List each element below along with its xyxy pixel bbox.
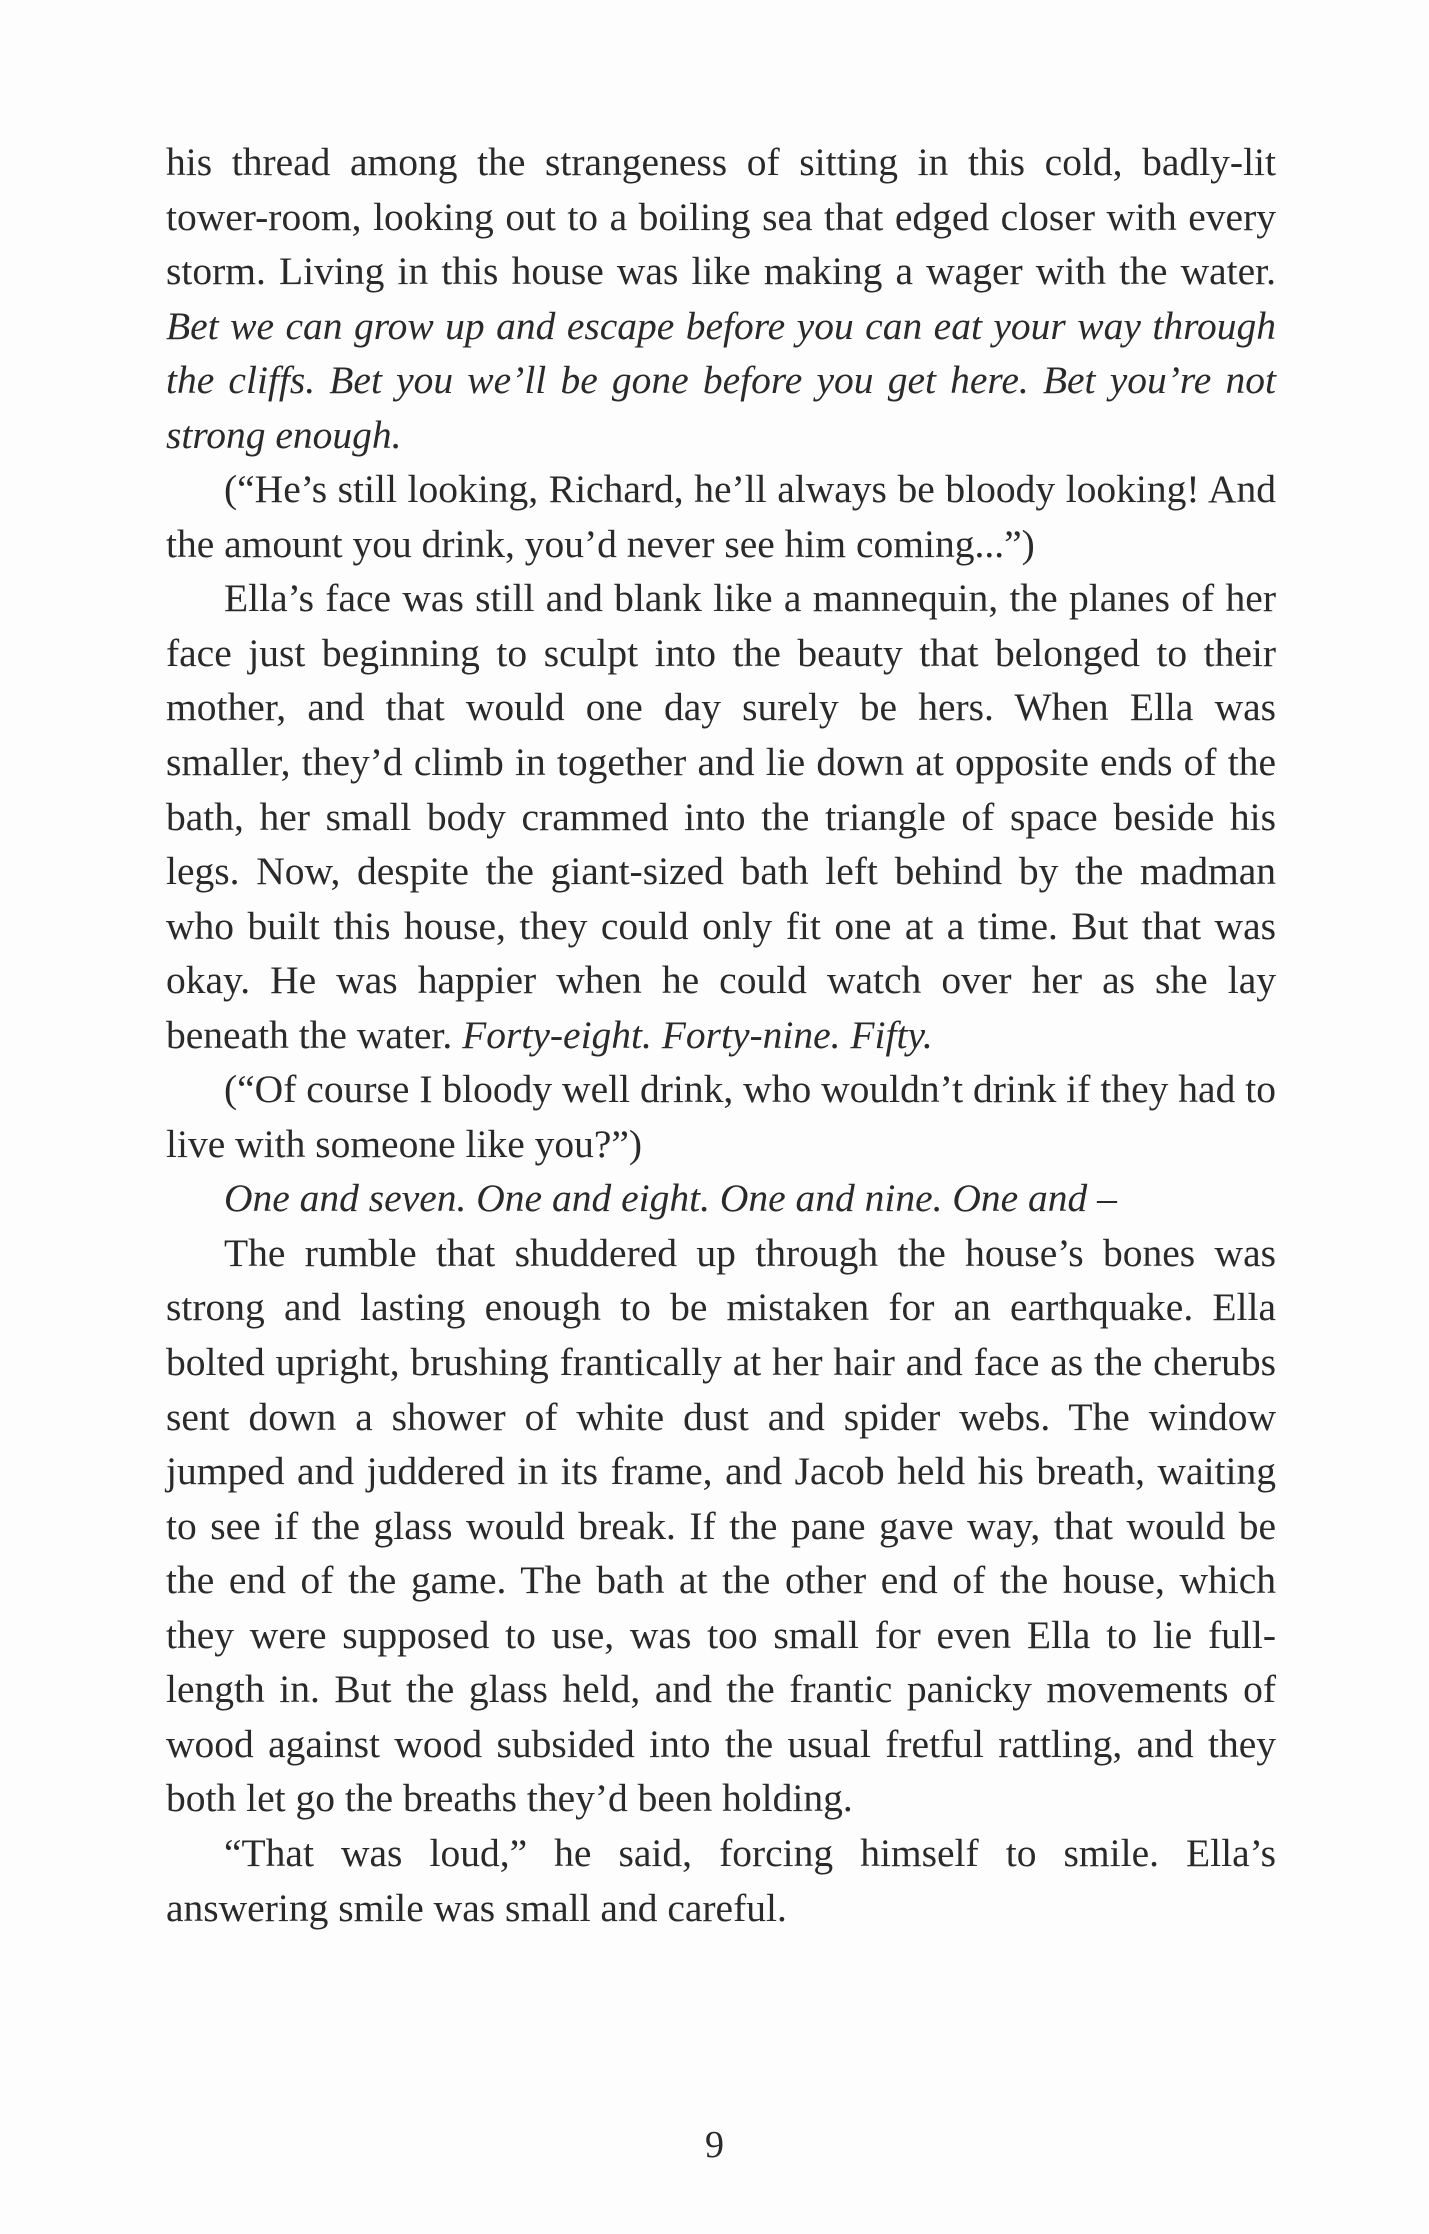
text-segment: his thread among the strangeness of sitting in this cold, badly-lit tower-room, looking out to a boiling sea that edged closer with every storm. Living in this house was like making a wager with the water. [166,140,1276,294]
page-number: 9 [705,2124,724,2166]
paragraph-7 [166,1826,1276,1935]
text-segment: (“He’s still looking, Richard, he’ll always be bloody looking! And the amount you drink, you’d never see him coming...”) [166,467,1276,566]
text-segment: (“Of course I bloody well drink, who wouldn’t drink if they had to live with someone like you?”) [166,1067,1276,1166]
paragraph-1 [166,135,1276,462]
paragraph-3 [166,571,1276,1062]
italic-segment: Forty-eight. Forty-nine. Fifty. [462,1012,933,1057]
text-segment: Ella’s face was still and blank like a mannequin, the planes of her face just beginning to sculpt into the beauty that belonged to their mother, and that would one day surely be hers. When Ella was smaller, they’d climb in together and lie down at opposite ends of the bath, her small body crammed into the triangle of space beside his legs. Now, despite the giant-sized bath left behind by the madman who built this house, they could only fit one at a time. But that was okay. He was happier when he could watch over her as she lay beneath the water. [166,576,1276,1057]
italic-segment: One and seven. One and eight. One and nine. One and – [224,1176,1117,1221]
paragraph-5 [166,1171,1276,1226]
text-segment: “That was loud,” he said, forcing himself to smile. Ella’s answering smile was small and careful. [166,1830,1276,1930]
text-segment: The rumble that shuddered up through the house’s bones was strong and lasting enough to be mistaken for an earthquake. Ella bolted upright, brushing frantically at her hair and face as the cherubs sent down a shower of white dust and spider webs. The window jumped and juddered in its frame, and Jacob held his breath, waiting to see if the glass would break. If the pane gave way, that would be the end of the game. The bath at the other end of the house, which they were supposed to use, was too small for even Ella to lie full-length in. But the glass held, and the frantic panicky movements of wood against wood subsided into the usual fretful rattling, and they both let go the breaths they’d been holding. [166,1230,1276,1821]
italic-segment: Bet we can grow up and escape before you can eat your way through the cliffs. Bet you we’ll be gone before you get here. Bet you’re not strong enough. [166,303,1276,457]
body-text [166,135,1276,1935]
paragraph-2 [166,462,1276,571]
paragraph-6 [166,1226,1276,1826]
paragraph-4 [166,1062,1276,1171]
